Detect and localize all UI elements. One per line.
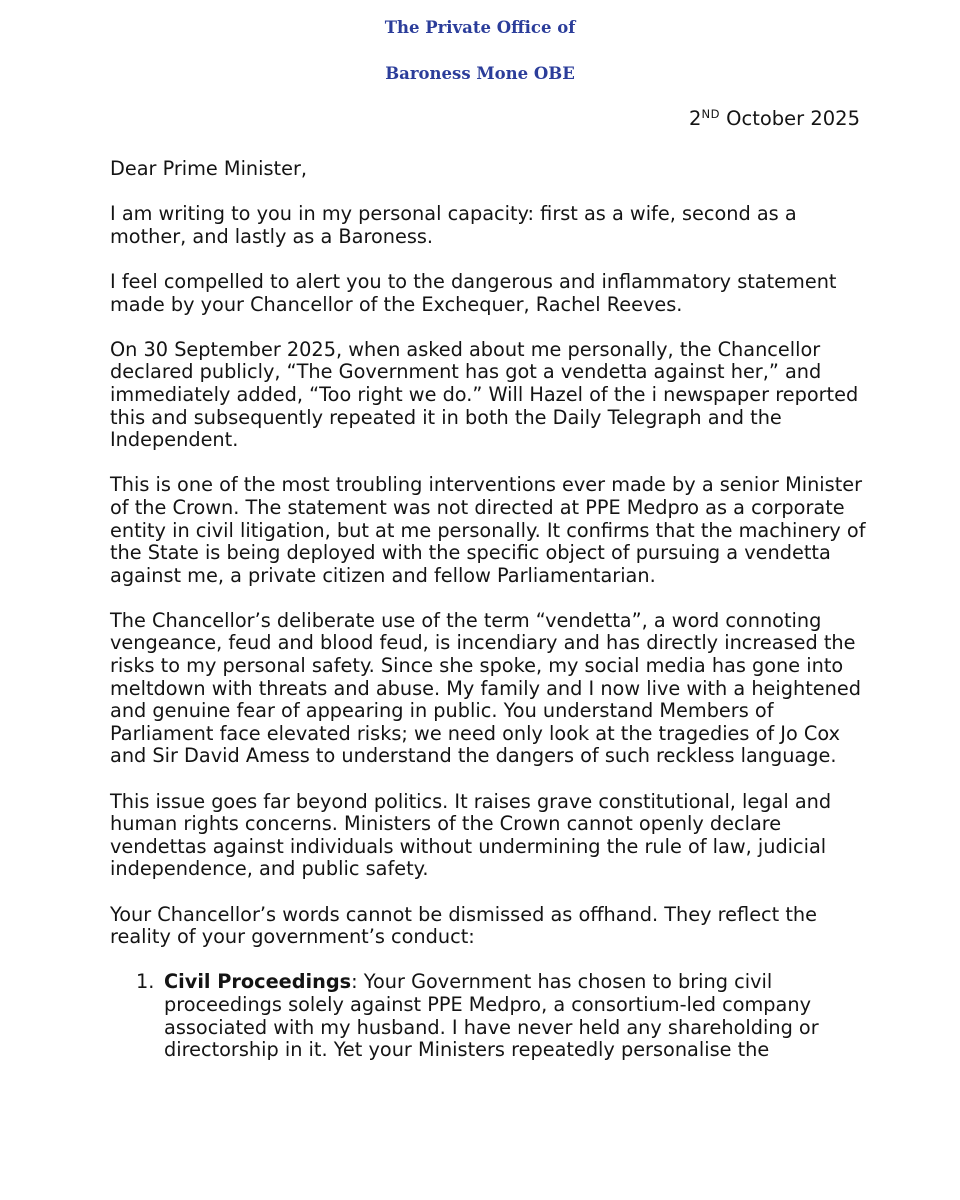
letterhead-name: Baroness Mone OBE	[385, 64, 575, 83]
list-item-text: : Your Government has chosen to bring civil proceedings solely against PPE Medpro, a consortium-led company associated with my husband. I have never held any shareholding or directorship in it. Yet your Ministers repeatedly personalise the	[164, 970, 819, 1062]
paragraph-vendetta: The Chancellor’s deliberate use of the term “vendetta”, a word connoting vengeance, feud and blood feud, is incendiary and has directly increased the risks to my personal safety. Since she spoke, my social media has gone into meltdown with threats and abuse. My family and I now live with a heightened and genuine fear of appearing in public. You understand Members of Parliament face elevated risks; we need only look at the tragedies of Jo Cox and Sir David Amess to understand the dangers of such reckless language.	[110, 608, 861, 768]
letterhead-office: The Private Office of	[384, 18, 576, 37]
date-day: 2	[689, 107, 702, 130]
paragraph-statement: On 30 September 2025, when asked about me personally, the Chancellor declared publicly, “The Government has got a vendetta against her,” and immediately added, “Too right we do.” Will Hazel of the i newspaper reported this and subsequently repeated it in both the Daily Telegraph and the Independent.	[110, 337, 859, 452]
paragraph-conduct: Your Chancellor’s words cannot be dismissed as offhand. They reflect the reality of your government’s conduct:	[110, 902, 817, 949]
list-item	[110, 971, 870, 1061]
paragraph-compelled: I feel compelled to alert you to the dangerous and inflammatory statement made by your Chancellor of the Exchequer, Rachel Reeves.	[110, 269, 837, 316]
paragraph-beyond-politics: This issue goes far beyond politics. It raises grave constitutional, legal and human rights concerns. Ministers of the Crown cannot openly declare vendettas against individuals without undermining the rule of law, judicial independence, and public safety.	[110, 789, 832, 881]
date-month-year: October 2025	[719, 107, 860, 130]
letter-date	[689, 107, 860, 130]
letter-body	[110, 158, 870, 1062]
conduct-list	[110, 971, 870, 1061]
salutation: Dear Prime Minister,	[110, 157, 308, 180]
list-item-heading: Civil Proceedings	[164, 970, 352, 994]
paragraph-personal-capacity: I am writing to you in my personal capacity: first as a wife, second as a mother, and lastly as a Baroness.	[110, 202, 797, 248]
list-item-number: 1.	[136, 970, 155, 994]
paragraph-troubling: This is one of the most troubling interventions ever made by a senior Minister of the Crown. The statement was not directed at PPE Medpro as a corporate entity in civil litigation, but at me personally. It confirms that the machinery of the State is being deployed with the specific object of pursuing a vendetta against me, a private citizen and fellow Parliamentarian.	[110, 473, 866, 587]
date-suffix: ND	[701, 107, 720, 121]
